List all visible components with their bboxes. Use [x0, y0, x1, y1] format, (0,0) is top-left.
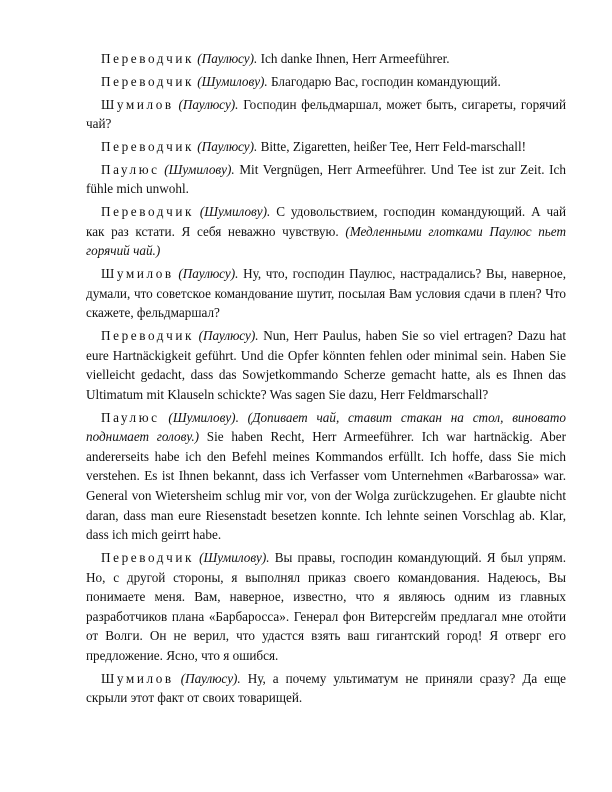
speaker-name: Паулюс — [101, 161, 160, 177]
speaker-name: Переводчик — [101, 138, 194, 154]
dialogue-text: Sie haben Recht, Herr Armeeführer. Ich war hartnäckig. Aber andererseits habe ich den Befehl meines Kommandos erfüllt. Ich hoffe, dass Sie mich verstehen. Es ist Ihnen bekannt, dass ich Verfasser vom Unternehmen «Barbarossa» war. General von Wietersheim schlug mir vor, von der Wolga zurückzugehen. Er glaubte nicht daran, dass man eure Riesenstadt besetzen konnte. Ich lehnte seinen Vorschlag ab. Klar, dass ich mich geirrt habe. — [86, 429, 567, 543]
dialogue-text: Nun, Herr Paulus, haben Sie so viel ertragen? Dazu hat eure Hartnäckigkeit geführt. Und die Opfer könnten fehlen oder minimal sein. Haben Sie vielleicht gedacht, dass das Sowjetkommando Scherze gemacht hatte, als es Ihnen das Ultimatum mit Klauseln schickte? Was sagen Sie dazu, Herr Feldmarschall? — [86, 328, 566, 402]
dialogue-text: Ну, что, господин Паулюс, настрадались? Вы, наверное, думали, что советское командование шутит, посылая Вам условия сдачи в плен? Что скажете, фельдмаршал? — [86, 266, 567, 321]
stage-direction: (Паулюсу). — [178, 266, 239, 282]
speaker-name: Переводчик — [101, 328, 194, 344]
speaker-name: Переводчик — [101, 204, 194, 220]
stage-direction: (Шумилову). — [197, 73, 268, 89]
stage-direction: (Медленными глотками Паулюс пьет горячий чай.) — [86, 223, 567, 259]
dialogue-text: Bitte, Zigaretten, heißer Tee, Herr Feld-marschall! — [260, 138, 526, 154]
stage-direction: (Паулюсу). — [197, 138, 258, 154]
stage-direction: (Паулюсу). — [180, 670, 241, 686]
dialogue-text: С удовольствием, господин командующий. А чай как раз кстати. Я себя неважно чувствую. — [86, 204, 567, 239]
speaker-name: Переводчик — [101, 549, 194, 565]
stage-direction: (Шумилову). — [199, 204, 271, 220]
speaker-name: Шумилов — [101, 96, 174, 112]
stage-direction: (Паулюсу). — [198, 328, 259, 344]
dialogue-paragraph — [86, 408, 566, 545]
stage-direction: (Шумилову). — [164, 161, 235, 177]
dialogue-paragraph — [86, 137, 566, 157]
dialogue-paragraph — [86, 160, 566, 199]
dialogue-text: Mit Vergnügen, Herr Armeeführer. Und Tee ist zur Zeit. Ich fühle mich unwohl. — [86, 161, 566, 197]
dialogue-text: Вы правы, господин командующий. Я был упрям. Но, с другой стороны, я выполнял приказ своего командования. Надеюсь, Вы понимаете меня. Вам, наверное, известно, что я являюсь одним из главных разработчиков плана «Барбаросса». Генерал фон Витерсгейм предлагал мне отойти от Волги. Он не верил, что удастся взять ваш гигантский город! Я отверг его предложение. Ясно, что я ошибся. — [86, 549, 567, 663]
dialogue-paragraph — [86, 72, 566, 92]
dialogue-text: Ich danke Ihnen, Herr Armeeführer. — [260, 51, 450, 66]
dialogue-text: Благодарю Вас, господин командующий. — [271, 73, 501, 89]
dialogue-text: Ну, а почему ультиматум не приняли сразу? Да еще скрыли этот факт от своих товарищей. — [86, 670, 567, 706]
speaker-name: Шумилов — [101, 670, 174, 686]
dialogue-paragraph — [86, 49, 566, 69]
speaker-name: Шумилов — [101, 266, 174, 282]
dialogue-paragraph — [86, 669, 566, 708]
stage-direction: (Паулюсу). — [178, 96, 239, 112]
speaker-name: Паулюс — [101, 409, 160, 425]
dialogue-text: Господин фельдмаршал, может быть, сигареты, горячий чай? — [86, 96, 567, 132]
stage-direction: (Шумилову). (Допивает чай, ставит стакан на стол, виновато поднимает голову.) — [86, 409, 566, 445]
stage-direction: (Шумилову). — [199, 549, 270, 565]
dialogue-paragraph — [86, 95, 566, 134]
dialogue-paragraph — [86, 326, 566, 404]
dialogue-paragraph — [86, 202, 566, 261]
speaker-name: Переводчик — [101, 73, 194, 89]
speaker-name: Переводчик — [101, 51, 194, 66]
dialogue-paragraph — [86, 548, 566, 666]
stage-direction: (Паулюсу). — [197, 51, 258, 66]
dialogue-paragraph — [86, 264, 566, 323]
